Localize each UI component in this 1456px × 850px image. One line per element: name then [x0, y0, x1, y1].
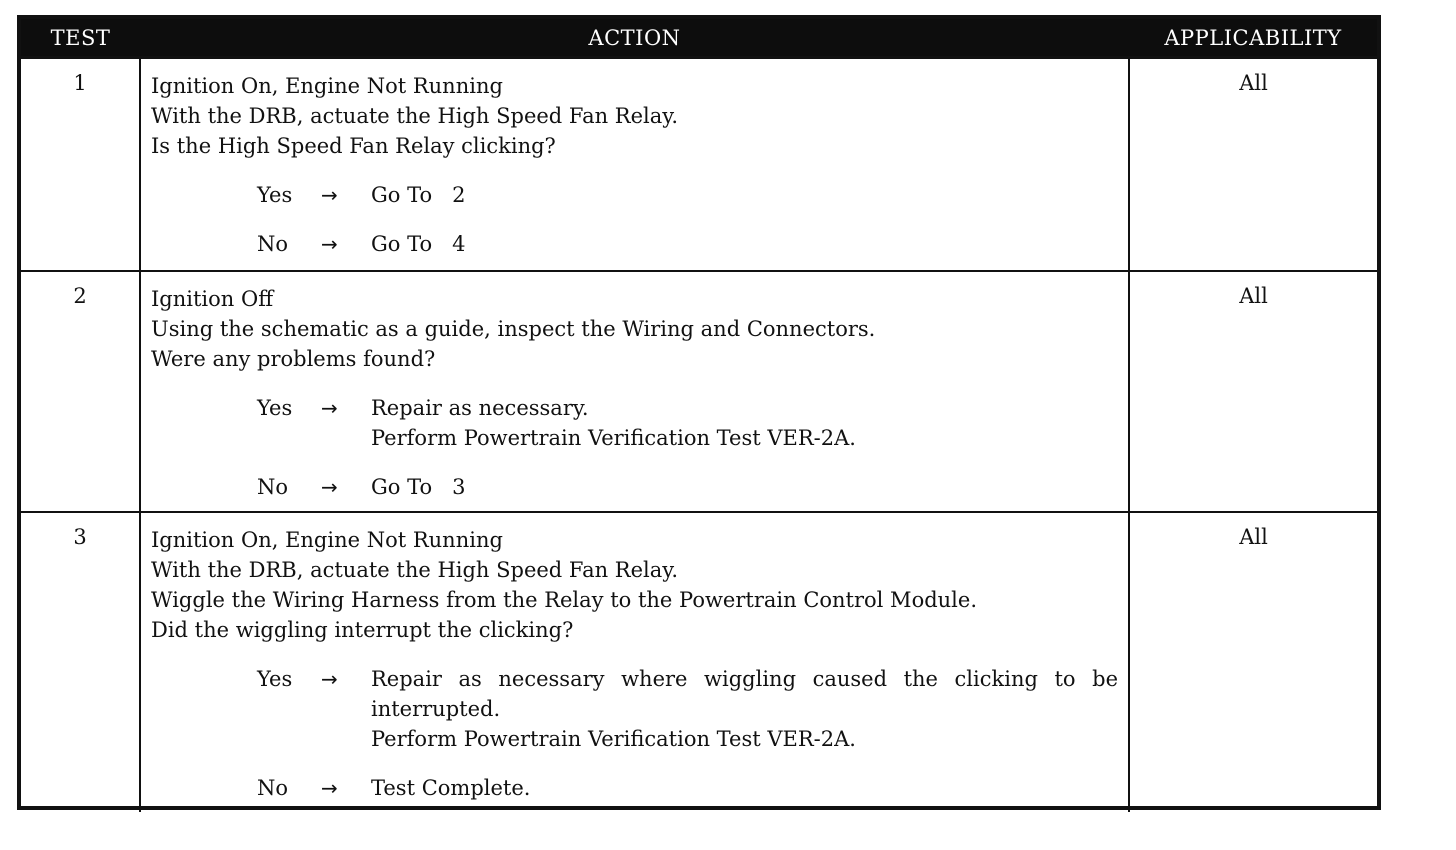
branch-result-line: Repair as necessary where wiggling caused the clicking to be interrupted.	[371, 666, 1118, 721]
test-number: 1	[21, 58, 140, 271]
action-step: Using the schematic as a guide, inspect the Wiring and Connectors.	[151, 316, 876, 341]
action-step: Were any problems found?	[151, 346, 436, 371]
action-step: Wiggle the Wiring Harness from the Relay to the Powertrain Control Module.	[151, 587, 977, 612]
action-step: Is the High Speed Fan Relay clicking?	[151, 134, 556, 158]
branch-answer: No	[257, 232, 289, 256]
right-arrow-icon: →	[321, 232, 338, 256]
branch-result-line: Perform Powertrain Verification Test VER-2A.	[371, 425, 856, 450]
branch-result	[371, 393, 1118, 453]
branch-list	[151, 664, 1118, 803]
right-arrow-icon: →	[321, 183, 338, 207]
branch-result-line: Perform Powertrain Verification Test VER-2A.	[371, 726, 856, 751]
table-row-test-2	[21, 271, 1377, 512]
right-arrow-icon: →	[321, 395, 338, 420]
test-number: 2	[21, 271, 140, 512]
branch-answer: Yes	[257, 183, 293, 207]
header-action: ACTION	[140, 19, 1129, 58]
branch-result	[371, 229, 1118, 259]
diagnostic-test-table	[17, 15, 1381, 810]
table-row-test-3	[21, 512, 1377, 812]
branch-list	[151, 393, 1118, 502]
branch-result-line: Go To 3	[371, 474, 466, 499]
branch-yes	[151, 664, 1118, 754]
action-cell	[140, 58, 1129, 271]
applicability-value: All	[1129, 271, 1377, 512]
table-row-test-1	[21, 58, 1377, 271]
branch-result	[371, 664, 1118, 754]
action-cell	[140, 271, 1129, 512]
branch-answer: Yes	[257, 395, 293, 420]
right-arrow-icon: →	[321, 474, 338, 499]
branch-answer: Yes	[257, 666, 293, 691]
branch-result-line: Repair as necessary.	[371, 395, 589, 420]
test-table	[21, 19, 1377, 812]
applicability-value: All	[1239, 71, 1268, 95]
action-step: Ignition Off	[151, 286, 274, 311]
branch-result-line: Test Complete.	[371, 775, 531, 800]
branch-result	[371, 773, 1118, 803]
action-step: Did the wiggling interrupt the clicking?	[151, 617, 574, 642]
action-cell	[140, 512, 1129, 812]
branch-no	[151, 773, 1118, 803]
header-row	[21, 19, 1377, 58]
branch-answer: No	[257, 474, 289, 499]
action-step: With the DRB, actuate the High Speed Fan Relay.	[151, 557, 679, 582]
action-step: With the DRB, actuate the High Speed Fan Relay.	[151, 104, 679, 128]
branch-yes	[151, 393, 1118, 453]
action-step: Ignition On, Engine Not Running	[151, 527, 503, 552]
branch-result	[371, 472, 1118, 502]
applicability-value: All	[1129, 512, 1377, 812]
branch-result	[371, 180, 1118, 210]
branch-no	[151, 472, 1118, 502]
right-arrow-icon: →	[321, 775, 338, 800]
action-step: Ignition On, Engine Not Running	[151, 74, 503, 98]
right-arrow-icon: →	[321, 666, 338, 691]
branch-result-line: Go To 4	[371, 232, 466, 256]
branch-list	[151, 180, 1118, 259]
branch-no	[151, 229, 1118, 259]
branch-yes	[151, 180, 1118, 210]
test-number: 3	[21, 512, 140, 812]
header-test: TEST	[21, 19, 140, 58]
header-applicability: APPLICABILITY	[1129, 19, 1377, 58]
branch-result-line: Go To 2	[371, 183, 466, 207]
branch-answer: No	[257, 775, 289, 800]
